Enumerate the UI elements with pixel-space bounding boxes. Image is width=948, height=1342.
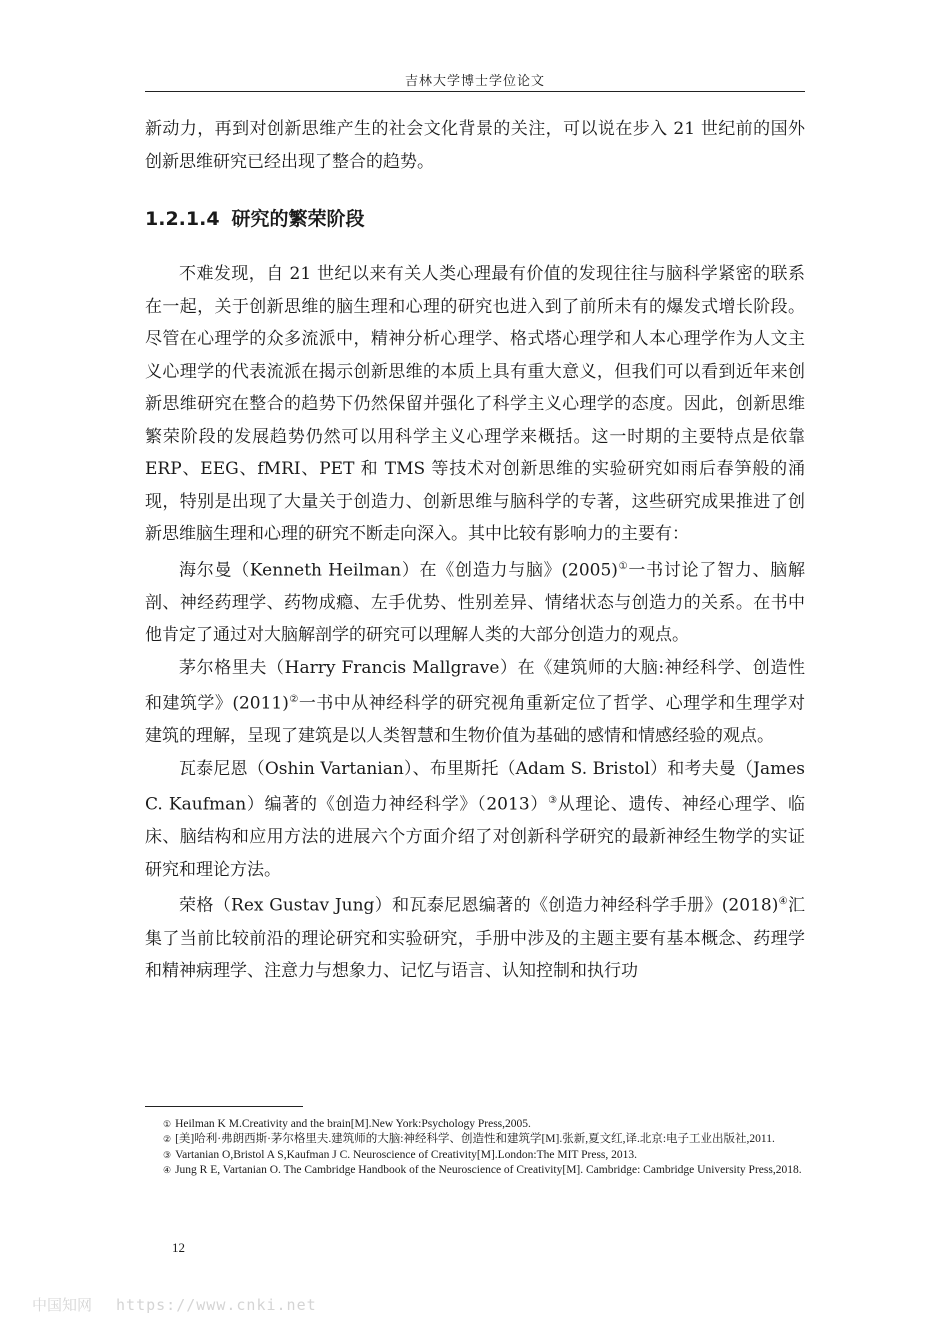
page-number: 12 (172, 1240, 185, 1255)
paragraph-heilman-rest: 一书讨论了智力、脑解剖、神经药理学、药物成瘾、左手优势、性别差异、情绪状态与创造力的关系。在书中他肯定了通过对大脑解剖学的研究可以理解人类的大部分创造力的观点。 (145, 560, 805, 646)
footnote-mark-2: ② (163, 1134, 172, 1145)
watermark (32, 1294, 317, 1315)
section-heading (145, 205, 805, 233)
watermark-brand: 中国知网 (32, 1296, 93, 1314)
footnote-ref-3[interactable]: ③ (548, 795, 558, 807)
watermark-url: https://www.cnki.net (116, 1296, 317, 1314)
paragraph-heilman (145, 551, 805, 652)
footnote-ref-4[interactable]: ④ (778, 896, 788, 908)
footnote-1 (163, 1117, 805, 1132)
footnote-text-1: Heilman K M.Creativity and the brain[M].New York:Psychology Press,2005. (175, 1118, 531, 1130)
paragraph-jung-lead: 荣格（Rex Gustav Jung）和瓦泰尼恩编著的《创造力神经科学手册》(2018) (179, 896, 779, 917)
footnote-text-2: [美]哈利·弗朗西斯·茅尔格里夫.建筑师的大脑:神经科学、创造性和建筑学[M].张新,夏文红,译.北京:电子工业出版社,2011. (175, 1133, 775, 1146)
footnotes (163, 1117, 805, 1178)
paragraph-intro: 不难发现，自 21 世纪以来有关人类心理最有价值的发现往往与脑科学紧密的联系在一起，关于创新思维的脑生理和心理的研究也进入到了前所未有的爆发式增长阶段。尽管在心理学的众多流派中，精神分析心理学、格式塔心理学和人本心理学作为人文主义心理学的代表流派在揭示创新思维的本质上具有重大意义，但我们可以看到近年来创新思维研究在整合的趋势下仍然保留并强化了科学主义心理学的态度。因此，创新思维繁荣阶段的发展趋势仍然可以用科学主义心理学来概括。这一时期的主要特点是依靠 ERP、EEG、fMRI、PET 和 TMS 等技术对创新思维的实验研究如雨后春笋般的涌现，特别是出现了大量关于创造力、创新思维与脑科学的专著，这些研究成果推进了创新思维脑生理和心理的研究不断走向深入。其中比较有影响力的主要有： (145, 264, 805, 544)
footnote-mark-4: ④ (163, 1164, 172, 1175)
paragraph-jung (145, 886, 805, 987)
section-title: 研究的繁荣阶段 (231, 208, 365, 230)
footnote-text-3: Vartanian O,Bristol A S,Kaufman J C. Neuroscience of Creativity[M].London:The MIT Press, 2013. (175, 1148, 638, 1161)
footnote-3 (163, 1148, 805, 1163)
footnote-rule (145, 1106, 303, 1107)
section-number: 1.2.1.4 (145, 208, 220, 230)
paragraph-heilman-lead: 海尔曼（Kenneth Heilman）在《创造力与脑》(2005) (179, 560, 618, 581)
paragraph-continuation: 新动力，再到对创新思维产生的社会文化背景的关注，可以说在步入 21 世纪前的国外创新思维研究已经出现了整合的趋势。 (145, 119, 805, 172)
body-text (145, 113, 805, 988)
paragraph-mallgrave (145, 652, 805, 753)
paragraph-vartanian-lead: 瓦泰尼恩（Oshin Vartanian）、布里斯托（Adam S. Bristol）和考夫曼（James C. Kaufman）编著的《创造力神经科学》（2013） (145, 758, 805, 815)
paragraph-jung-rest: 汇集了当前比较前沿的理论研究和实验研究，手册中涉及的主题主要有基本概念、药理学和精神病理学、注意力与想象力、记忆与语言、认知控制和执行功 (145, 896, 805, 982)
paragraph-mallgrave-lead: 茅尔格里夫（Harry Francis Mallgrave）在《建筑师的大脑:神经科学、创造性和建筑学》(2011) (145, 657, 805, 714)
paragraph-vartanian-rest: 从理论、遗传、神经心理学、临床、脑结构和应用方法的进展六个方面介绍了对创新科学研究的最新神经生物学的实证研究和理论方法。 (145, 794, 805, 880)
footnote-mark-1: ① (163, 1119, 172, 1129)
paragraph-vartanian (145, 753, 805, 887)
paragraph-mallgrave-rest: 一书中从神经科学的研究视角重新定位了哲学、心理学和生理学对建筑的理解，呈现了建筑是以人类智慧和生物价值为基础的感情和情感经验的观点。 (145, 693, 806, 747)
running-header: 吉林大学博士学位论文 (404, 74, 545, 89)
footnote-ref-2[interactable]: ② (288, 694, 299, 706)
footnote-text-4: Jung R E, Vartanian O. The Cambridge Handbook of the Neuroscience of Creativity[M]. Cambridge: Cambridge University Press,2018. (175, 1163, 802, 1176)
footnote-2 (163, 1132, 805, 1147)
header-rule (145, 91, 805, 92)
footnote-4 (163, 1163, 805, 1178)
footnote-ref-1[interactable]: ① (617, 560, 629, 572)
footnote-mark-3: ③ (163, 1149, 172, 1160)
